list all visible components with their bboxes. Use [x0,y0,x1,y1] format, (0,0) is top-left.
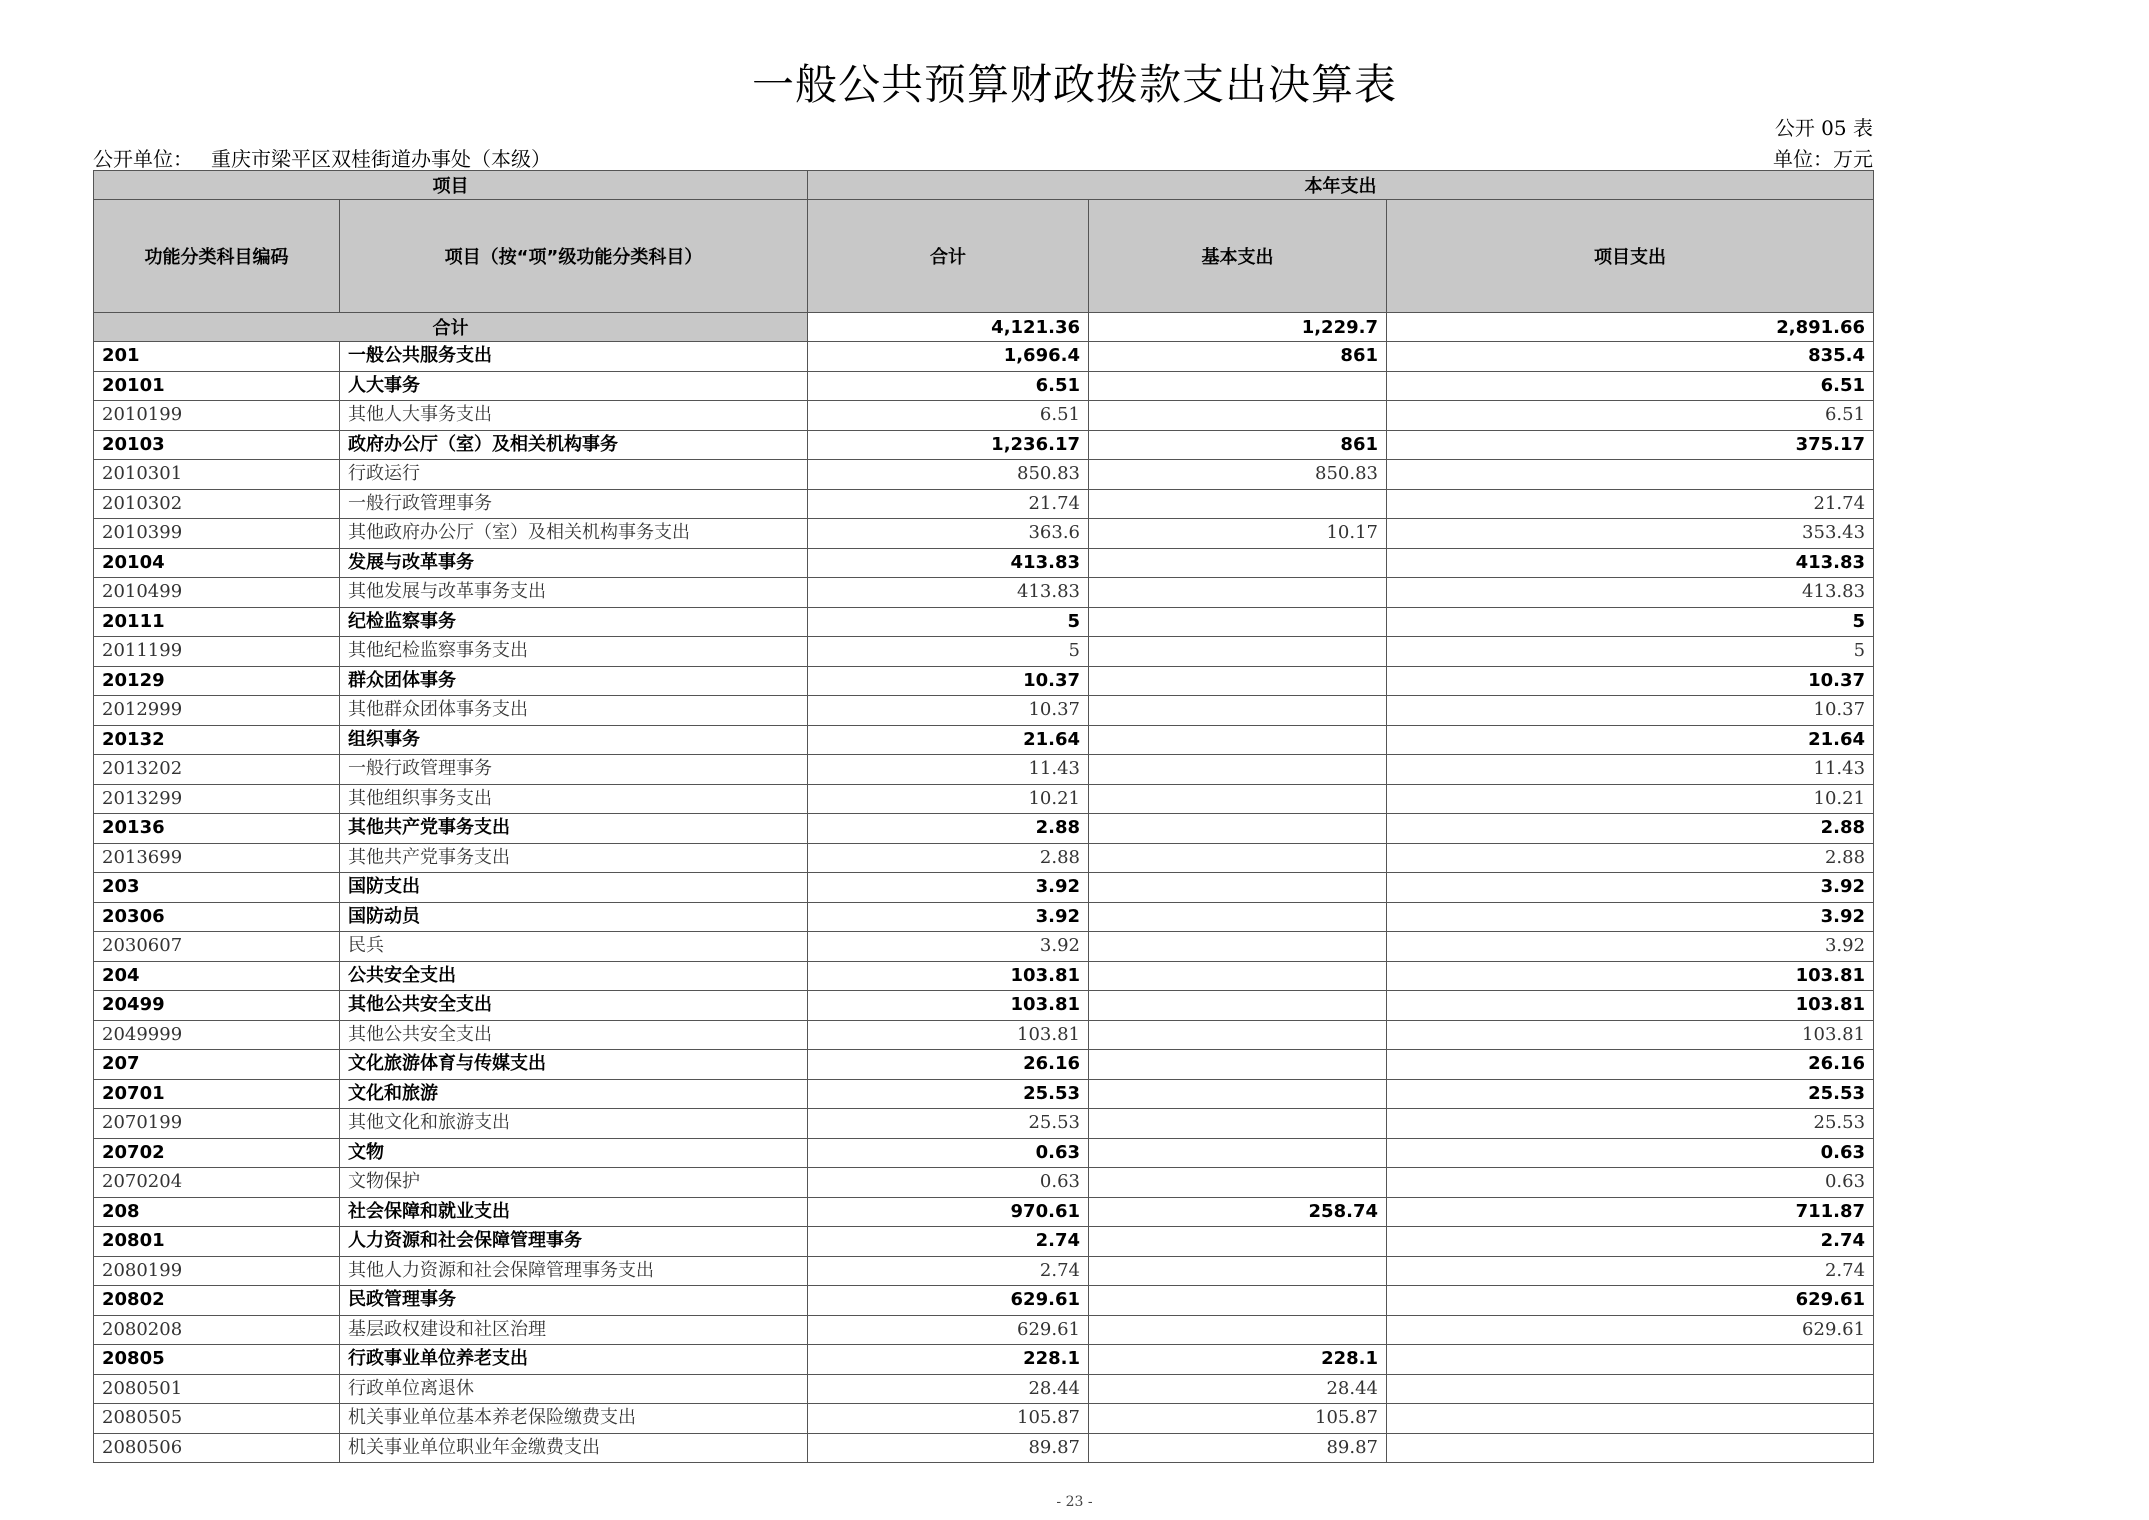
row-code: 20101 [94,371,340,401]
row-total: 5 [808,637,1089,667]
table-row [94,1168,1874,1198]
row-total: 10.21 [808,784,1089,814]
row-total: 2.74 [808,1256,1089,1286]
row-basic [1089,1079,1387,1109]
table-row [94,1050,1874,1080]
row-basic [1089,814,1387,844]
row-project [1387,1433,1874,1463]
row-basic [1089,371,1387,401]
table-row [94,1138,1874,1168]
row-name: 其他共产党事务支出 [340,843,808,873]
row-code: 207 [94,1050,340,1080]
row-basic [1089,637,1387,667]
row-code: 2012999 [94,696,340,726]
total-project: 2,891.66 [1387,313,1874,342]
expenditure-table [93,170,1874,1463]
row-total: 2.88 [808,843,1089,873]
row-code: 20801 [94,1227,340,1257]
row-project: 2.74 [1387,1227,1874,1257]
row-project: 21.74 [1387,489,1874,519]
table-row [94,784,1874,814]
row-total: 6.51 [808,371,1089,401]
row-basic: 28.44 [1089,1374,1387,1404]
row-total: 103.81 [808,961,1089,991]
row-basic: 861 [1089,430,1387,460]
row-basic [1089,401,1387,431]
row-total: 103.81 [808,1020,1089,1050]
row-total: 850.83 [808,460,1089,490]
row-total: 413.83 [808,548,1089,578]
table-row [94,1315,1874,1345]
row-name: 一般公共服务支出 [340,342,808,372]
row-name: 组织事务 [340,725,808,755]
row-total: 3.92 [808,932,1089,962]
row-total: 363.6 [808,519,1089,549]
row-code: 2030607 [94,932,340,962]
row-total: 0.63 [808,1138,1089,1168]
row-name: 国防动员 [340,902,808,932]
row-total: 1,236.17 [808,430,1089,460]
table-row [94,1256,1874,1286]
row-name: 其他政府办公厅（室）及相关机构事务支出 [340,519,808,549]
row-basic [1089,1050,1387,1080]
table-row [94,1286,1874,1316]
row-code: 20805 [94,1345,340,1375]
row-name: 公共安全支出 [340,961,808,991]
table-row [94,1433,1874,1463]
currency-unit: 单位：万元 [1773,147,1873,171]
row-basic: 861 [1089,342,1387,372]
row-total: 25.53 [808,1109,1089,1139]
row-code: 2010302 [94,489,340,519]
page-number: - 23 - [1056,1494,1093,1510]
row-code: 2013299 [94,784,340,814]
row-project: 25.53 [1387,1109,1874,1139]
row-code: 20111 [94,607,340,637]
row-code: 2080505 [94,1404,340,1434]
table-row [94,578,1874,608]
unit-name: 重庆市梁平区双桂街道办事处（本级） [211,147,551,171]
row-project: 353.43 [1387,519,1874,549]
header-row-top [94,171,1874,200]
row-name: 其他公共安全支出 [340,991,808,1021]
row-basic [1089,1020,1387,1050]
row-total: 10.37 [808,666,1089,696]
table-row [94,991,1874,1021]
table-row [94,460,1874,490]
row-project: 835.4 [1387,342,1874,372]
row-total: 10.37 [808,696,1089,726]
row-code: 2080506 [94,1433,340,1463]
row-project: 0.63 [1387,1168,1874,1198]
row-basic: 228.1 [1089,1345,1387,1375]
row-code: 2070204 [94,1168,340,1198]
row-name: 其他人大事务支出 [340,401,808,431]
row-code: 20132 [94,725,340,755]
row-project [1387,1345,1874,1375]
row-code: 20306 [94,902,340,932]
row-name: 民政管理事务 [340,1286,808,1316]
row-total: 3.92 [808,873,1089,903]
header-project: 项目支出 [1387,200,1874,313]
row-code: 20129 [94,666,340,696]
row-project: 21.64 [1387,725,1874,755]
row-basic [1089,784,1387,814]
row-project: 103.81 [1387,991,1874,1021]
row-code: 2080501 [94,1374,340,1404]
row-name: 行政单位离退休 [340,1374,808,1404]
row-project: 6.51 [1387,371,1874,401]
row-name: 文化旅游体育与传媒支出 [340,1050,808,1080]
row-project: 375.17 [1387,430,1874,460]
row-basic [1089,607,1387,637]
row-code: 2010399 [94,519,340,549]
row-code: 208 [94,1197,340,1227]
row-project: 3.92 [1387,873,1874,903]
table-row [94,814,1874,844]
table-row [94,489,1874,519]
total-amount: 4,121.36 [808,313,1089,342]
row-code: 20103 [94,430,340,460]
row-total: 629.61 [808,1286,1089,1316]
row-total: 21.64 [808,725,1089,755]
row-project: 2.74 [1387,1256,1874,1286]
row-total: 2.88 [808,814,1089,844]
table-row [94,932,1874,962]
row-basic [1089,902,1387,932]
row-project: 5 [1387,637,1874,667]
row-code: 2080208 [94,1315,340,1345]
table-row [94,342,1874,372]
row-name: 社会保障和就业支出 [340,1197,808,1227]
row-basic [1089,548,1387,578]
row-project: 5 [1387,607,1874,637]
table-row [94,607,1874,637]
row-name: 基层政权建设和社区治理 [340,1315,808,1345]
row-code: 20701 [94,1079,340,1109]
row-total: 6.51 [808,401,1089,431]
row-basic [1089,1168,1387,1198]
row-code: 2010301 [94,460,340,490]
table-row [94,696,1874,726]
row-project: 629.61 [1387,1315,1874,1345]
row-basic [1089,873,1387,903]
row-basic [1089,1109,1387,1139]
reporting-unit [93,143,551,172]
row-name: 发展与改革事务 [340,548,808,578]
row-code: 20702 [94,1138,340,1168]
row-name: 其他文化和旅游支出 [340,1109,808,1139]
row-project: 2.88 [1387,814,1874,844]
table-row [94,371,1874,401]
row-basic [1089,991,1387,1021]
row-name: 人力资源和社会保障管理事务 [340,1227,808,1257]
row-basic [1089,961,1387,991]
row-project: 629.61 [1387,1286,1874,1316]
table-row [94,1404,1874,1434]
table-row [94,637,1874,667]
table-row [94,548,1874,578]
row-basic [1089,696,1387,726]
row-basic [1089,1227,1387,1257]
row-name: 文物保护 [340,1168,808,1198]
row-name: 群众团体事务 [340,666,808,696]
row-code: 20136 [94,814,340,844]
row-basic [1089,578,1387,608]
row-total: 105.87 [808,1404,1089,1434]
row-basic [1089,1138,1387,1168]
row-name: 其他共产党事务支出 [340,814,808,844]
header-total: 合计 [808,200,1089,313]
row-name: 其他发展与改革事务支出 [340,578,808,608]
page-title: 一般公共预算财政拨款支出决算表 [751,60,1397,109]
header-item: 项目 [94,171,808,200]
row-total: 228.1 [808,1345,1089,1375]
row-total: 11.43 [808,755,1089,785]
row-basic: 258.74 [1089,1197,1387,1227]
row-name: 政府办公厅（室）及相关机构事务 [340,430,808,460]
row-name: 机关事业单位基本养老保险缴费支出 [340,1404,808,1434]
row-code: 20499 [94,991,340,1021]
row-name: 一般行政管理事务 [340,489,808,519]
row-project: 10.37 [1387,696,1874,726]
row-name: 机关事业单位职业年金缴费支出 [340,1433,808,1463]
row-total: 1,696.4 [808,342,1089,372]
row-basic: 105.87 [1089,1404,1387,1434]
header-row-columns [94,200,1874,313]
header-name: 项目（按“项”级功能分类科目） [340,200,808,313]
table-row [94,401,1874,431]
table-number: 公开 05 表 [1774,116,1873,140]
row-basic [1089,1256,1387,1286]
total-basic: 1,229.7 [1089,313,1387,342]
row-basic [1089,843,1387,873]
row-code: 2010499 [94,578,340,608]
header-basic: 基本支出 [1089,200,1387,313]
row-project [1387,1404,1874,1434]
header-current-year: 本年支出 [808,171,1874,200]
row-name: 文化和旅游 [340,1079,808,1109]
row-code: 2013699 [94,843,340,873]
total-label: 合计 [94,313,808,342]
row-name: 一般行政管理事务 [340,755,808,785]
row-name: 行政运行 [340,460,808,490]
table-row [94,1345,1874,1375]
row-project: 26.16 [1387,1050,1874,1080]
row-total: 629.61 [808,1315,1089,1345]
row-project: 3.92 [1387,932,1874,962]
table-row [94,755,1874,785]
row-code: 20802 [94,1286,340,1316]
table-row [94,1020,1874,1050]
table-row [94,1227,1874,1257]
row-project: 711.87 [1387,1197,1874,1227]
row-project: 25.53 [1387,1079,1874,1109]
row-total: 5 [808,607,1089,637]
row-code: 20104 [94,548,340,578]
row-total: 0.63 [808,1168,1089,1198]
table-row [94,1109,1874,1139]
row-name: 其他群众团体事务支出 [340,696,808,726]
row-name: 其他纪检监察事务支出 [340,637,808,667]
row-project: 10.21 [1387,784,1874,814]
row-code: 2011199 [94,637,340,667]
row-project: 11.43 [1387,755,1874,785]
row-basic [1089,725,1387,755]
unit-label: 公开单位： [93,147,193,171]
row-project: 2.88 [1387,843,1874,873]
total-row [94,313,1874,342]
row-basic: 10.17 [1089,519,1387,549]
row-name: 民兵 [340,932,808,962]
row-total: 28.44 [808,1374,1089,1404]
row-basic: 850.83 [1089,460,1387,490]
row-name: 人大事务 [340,371,808,401]
row-total: 89.87 [808,1433,1089,1463]
row-code: 204 [94,961,340,991]
row-project: 6.51 [1387,401,1874,431]
row-code: 2049999 [94,1020,340,1050]
row-total: 103.81 [808,991,1089,1021]
row-total: 3.92 [808,902,1089,932]
row-basic [1089,489,1387,519]
row-name: 国防支出 [340,873,808,903]
table-row [94,725,1874,755]
row-code: 2013202 [94,755,340,785]
row-basic [1089,1286,1387,1316]
row-name: 纪检监察事务 [340,607,808,637]
row-basic [1089,932,1387,962]
table-row [94,902,1874,932]
row-project: 10.37 [1387,666,1874,696]
table-row [94,1079,1874,1109]
table-row [94,961,1874,991]
row-total: 2.74 [808,1227,1089,1257]
row-project [1387,460,1874,490]
row-name: 其他公共安全支出 [340,1020,808,1050]
row-project: 3.92 [1387,902,1874,932]
table-row [94,430,1874,460]
table-row [94,873,1874,903]
header-code: 功能分类科目编码 [94,200,340,313]
row-project: 413.83 [1387,578,1874,608]
row-total: 25.53 [808,1079,1089,1109]
row-code: 203 [94,873,340,903]
row-code: 2080199 [94,1256,340,1286]
row-name: 其他人力资源和社会保障管理事务支出 [340,1256,808,1286]
row-name: 文物 [340,1138,808,1168]
row-project: 103.81 [1387,1020,1874,1050]
row-basic: 89.87 [1089,1433,1387,1463]
row-project: 413.83 [1387,548,1874,578]
table-row [94,1197,1874,1227]
table-row [94,843,1874,873]
row-project: 103.81 [1387,961,1874,991]
row-project: 0.63 [1387,1138,1874,1168]
row-total: 21.74 [808,489,1089,519]
row-total: 413.83 [808,578,1089,608]
row-code: 2070199 [94,1109,340,1139]
row-name: 其他组织事务支出 [340,784,808,814]
table-row [94,519,1874,549]
row-basic [1089,666,1387,696]
row-code: 2010199 [94,401,340,431]
row-total: 26.16 [808,1050,1089,1080]
row-basic [1089,1315,1387,1345]
row-name: 行政事业单位养老支出 [340,1345,808,1375]
row-basic [1089,755,1387,785]
table-row [94,1374,1874,1404]
row-code: 201 [94,342,340,372]
table-row [94,666,1874,696]
row-total: 970.61 [808,1197,1089,1227]
row-project [1387,1374,1874,1404]
